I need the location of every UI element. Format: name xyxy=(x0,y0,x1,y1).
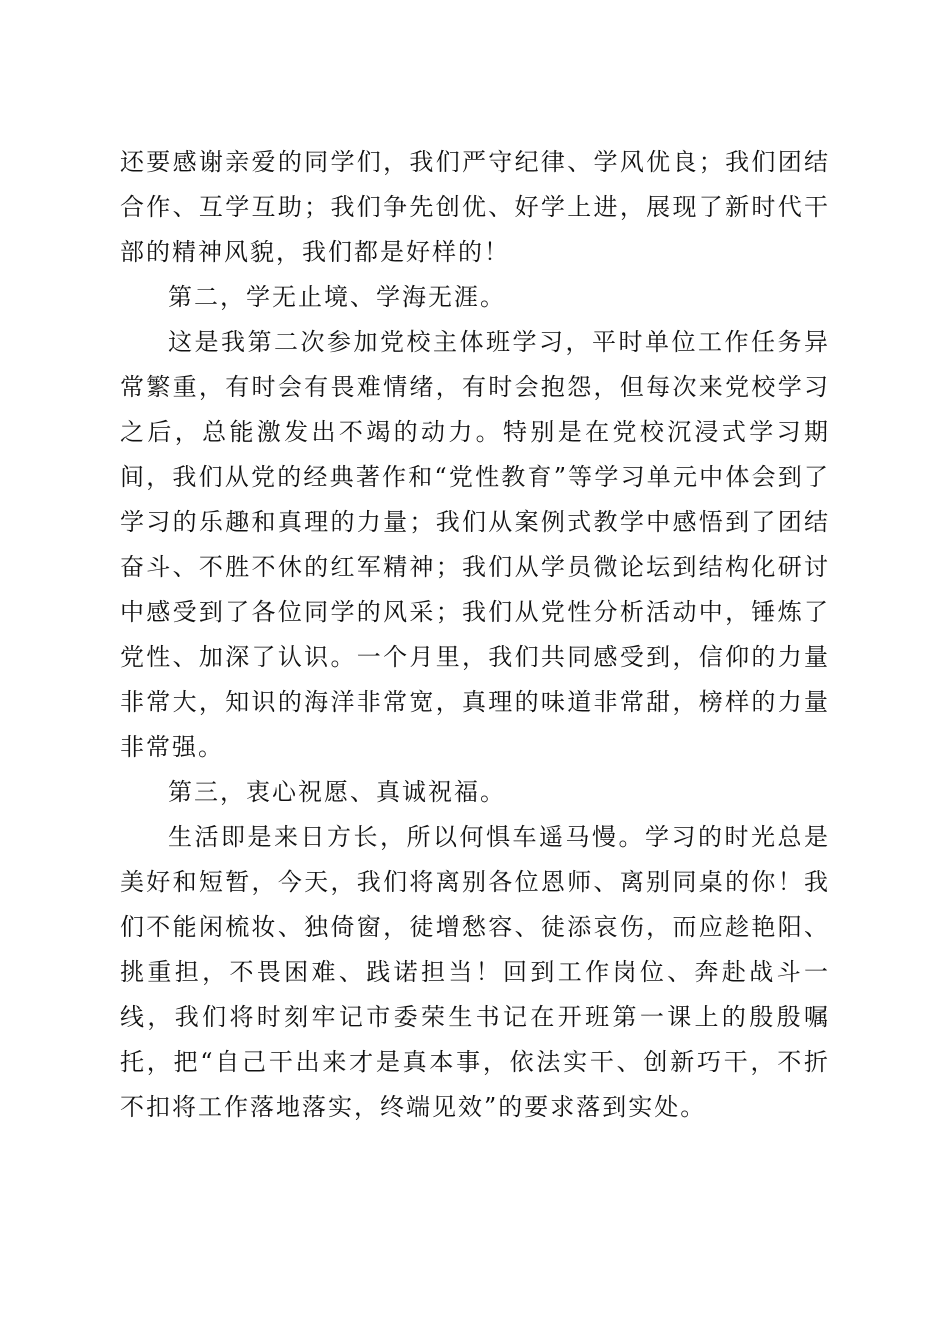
section-heading-second: 第二，学无止境、学海无涯。 xyxy=(168,283,506,311)
paragraph-learning-experience: 这是我第二次参加党校主体班学习，平时单位工作任务异常繁重，有时会有畏难情绪，有时会抱怨，但每次来党校学习之后，总能激发出不竭的动力。特别是在党校沉浸式学习期间，我们从党的经典著作和“党性教育”等学习单元中体会到了学习的乐趣和真理的力量；我们从案例式教学中感悟到了团结奋斗、不胜不休的红军精神；我们从学员微论坛到结构化研讨中感受到了各位同学的风采；我们从党性分析活动中，锤炼了党性、加深了认识。一个月里，我们共同感受到，信仰的力量非常大，知识的海洋非常宽，真理的味道非常甜，榜样的力量非常强。 xyxy=(120,328,830,761)
document-body xyxy=(120,140,830,1130)
section-heading-third: 第三，衷心祝愿、真诚祝福。 xyxy=(168,778,506,806)
paragraph-wishes: 生活即是来日方长，所以何惧车遥马慢。学习的时光总是美好和短暂，今天，我们将离别各位恩师、离别同桌的你！我们不能闲梳妆、独倚窗，徒增愁容、徒添哀伤，而应趁艳阳、挑重担，不畏困难、践诺担当！回到工作岗位、奔赴战斗一线，我们将时刻牢记市委荣生书记在开班第一课上的殷殷嘱托，把“自己干出来才是真本事，依法实干、创新巧干，不折不扣将工作落地落实，终端见效”的要求落到实处。 xyxy=(120,823,830,1121)
paragraph-thanks-classmates: 还要感谢亲爱的同学们，我们严守纪律、学风优良；我们团结合作、互学互助；我们争先创优、好学上进，展现了新时代干部的精神风貌，我们都是好样的！ xyxy=(120,148,830,266)
